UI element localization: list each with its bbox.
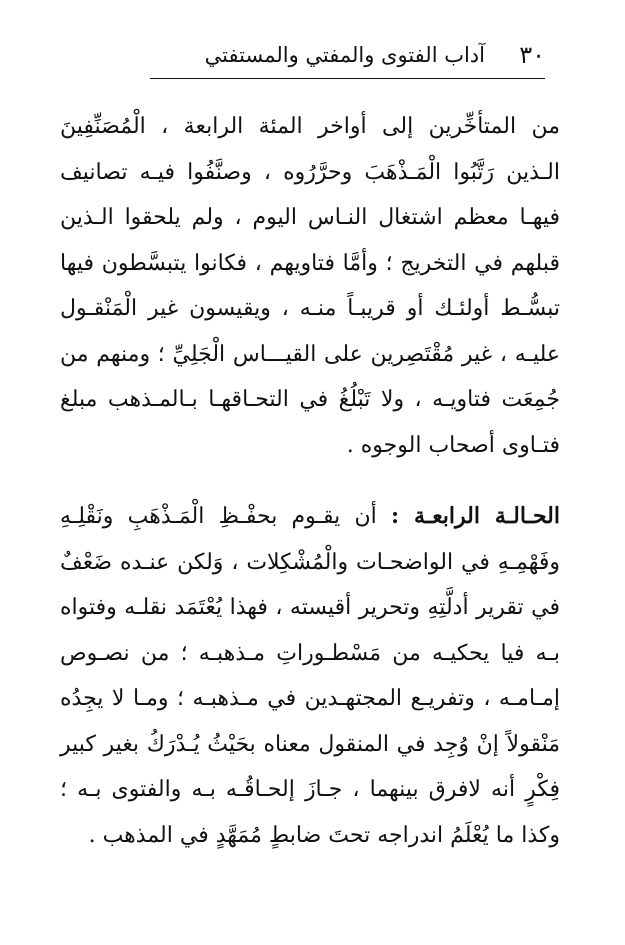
header-divider [150,78,545,79]
page-header [150,40,545,74]
page-number: ٣٠ [519,41,545,69]
body-text [60,104,560,858]
paragraph-2-text: أن يقـوم بحفْـظِ الْمَـذْهَبِ ونَقْلِـهِ وفَهْمِـهِ في الواضحـات والْمُشْكِلات ، وَلكن عنـده ضَعْفٌ في تقرير أدلَّتِهِ وتحرير أقيسته ، فهذا يُعْتَمَد نقلـه وفتواه بـه فيا يحكيـه من مَسْطـوراتِ مـذهبـه ؛ من نصـوص إمـامـه ، وتفريـع المجتهـدين في مـذهبـه ؛ ومـا لا يجِدُه مَنْقولاً إنْ وُجِد في المنقول معناه بحَيْثُ يُـدْرَكُ بغير كبير فِكْرٍ أنه لافرق بينهما ، جـازَ إلحـاقُـه بـه والفتوى بـه ؛ وكذا ما يُعْلَمُ اندراجه تحتَ ضابطٍ مُمَهَّدٍ في المذهب . [60,504,560,848]
paragraph-2-title: الحـالـة الرابعـة : [390,503,560,529]
running-title: آداب الفتوى والمفتي والمستفتي [204,43,485,67]
paragraph-1: من المتأخِّرين إلى أواخر المئة الرابعة ، الْمُصَنِّفِينَ الـذين رَتَّبُوا الْمَـذْهَبَ وحرَّرُوه ، وصنَّفُوا فيـه تصانيف فيهـا معظم اشتغال النـاس اليوم ، ولم يلحقوا الـذين قبلهم في التخريج ؛ وأمَّا فتاويهم ، فكانوا يتبسَّطون فيها تبسُّـط أولئـك أو قريبـاً منـه ، ويقيسون غير الْمَنْقـول عليـه ، غير مُقْتَصِرين على القيـــاس الْجَلِيِّ ؛ ومنهم من جُمِعَت فتاويـه ، ولا تَبْلُغُ في التحـاقهـا بـالمـذهب مبلغ فتـاوى أصحاب الوجوه . [60,114,560,458]
paragraph-2 [60,494,560,858]
